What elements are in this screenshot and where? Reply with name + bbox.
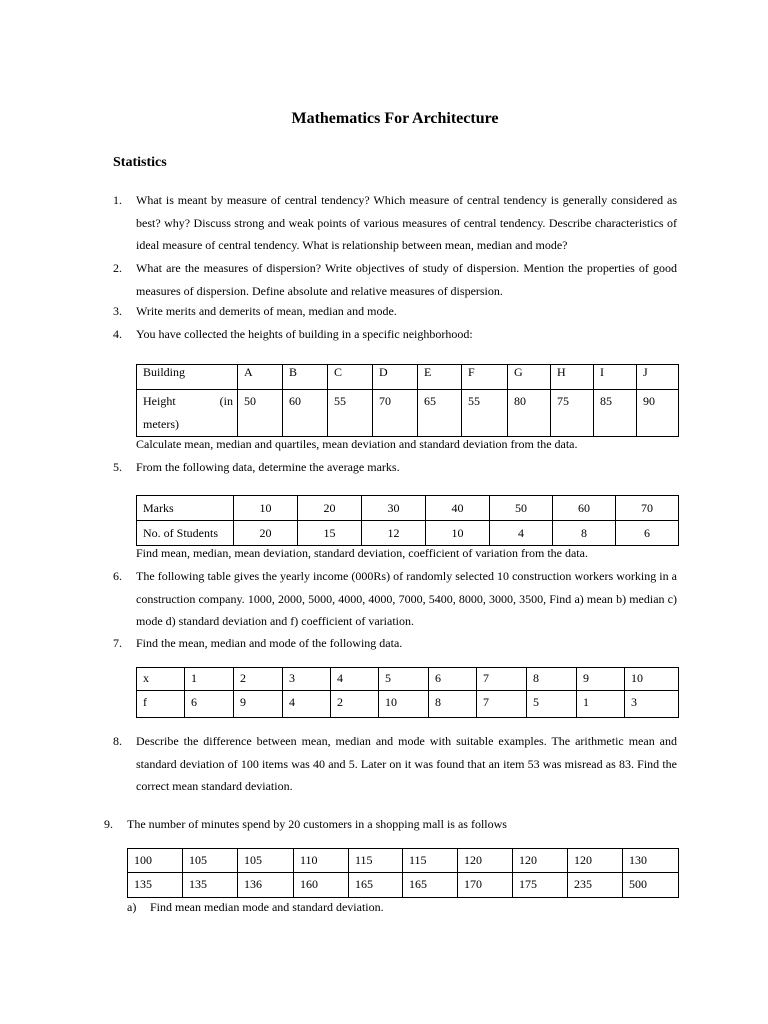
table-cell: G [508, 365, 551, 390]
table-cell: No. of Students [137, 521, 234, 546]
table-cell: 5 [379, 668, 429, 691]
table-cell: 5 [527, 691, 577, 718]
table-cell: 170 [458, 873, 513, 898]
table-cell: 165 [349, 873, 403, 898]
table-cell: 1 [185, 668, 234, 691]
q2-text: What are the measures of dispersion? Write objectives of study of dispersion. Mention the properties of good measures of dispersion. Define absolute and relative measures of dispersion. [136, 261, 677, 298]
table-cell: 12 [362, 521, 426, 546]
table-cell: Building [137, 365, 238, 390]
table-row [137, 365, 679, 390]
q7-text: Find the mean, median and mode of the following data. [136, 636, 403, 650]
table-cell: 90 [637, 390, 679, 437]
table-cell: 10 [379, 691, 429, 718]
table-cell: 105 [183, 849, 238, 873]
frequency-table [136, 667, 679, 718]
q9-text: The number of minutes spend by 20 customers in a shopping mall is as follows [127, 817, 507, 831]
table-cell: 70 [616, 496, 679, 521]
table-row [137, 496, 679, 521]
table-cell: 50 [238, 390, 283, 437]
q5-number: 5. [113, 460, 122, 474]
table-cell: 55 [328, 390, 373, 437]
table-cell: 6 [185, 691, 234, 718]
table-row [137, 390, 679, 437]
table-cell: 10 [234, 496, 298, 521]
table-cell: 100 [128, 849, 183, 873]
table-cell: 500 [623, 873, 679, 898]
table-cell: 135 [128, 873, 183, 898]
table-cell: 6 [616, 521, 679, 546]
table-cell: 120 [568, 849, 623, 873]
q9-number: 9. [104, 817, 113, 831]
table-cell: f [137, 691, 185, 718]
table-cell: 7 [477, 691, 527, 718]
table-cell: 15 [298, 521, 362, 546]
table-cell: 65 [418, 390, 462, 437]
table-cell: 80 [508, 390, 551, 437]
table-cell: 20 [298, 496, 362, 521]
table-cell: 136 [238, 873, 294, 898]
q4-text: You have collected the heights of building in a specific neighborhood: [136, 327, 473, 341]
table-cell: F [462, 365, 508, 390]
table-cell: J [637, 365, 679, 390]
height-unit-label: (in [219, 394, 233, 408]
q1-number: 1. [113, 193, 122, 207]
q4-number: 4. [113, 327, 122, 341]
table-cell: 55 [462, 390, 508, 437]
table-cell: 4 [283, 691, 331, 718]
table-cell: Marks [137, 496, 234, 521]
table-row [128, 849, 679, 873]
table-cell: 8 [527, 668, 577, 691]
height-label: Height [143, 394, 176, 408]
table-cell: 120 [458, 849, 513, 873]
table-cell: 160 [294, 873, 349, 898]
buildings-table [136, 364, 679, 437]
q9a-label: a) [127, 900, 137, 914]
q7-number: 7. [113, 636, 122, 650]
table-cell: B [283, 365, 328, 390]
height-unit-label: meters) [143, 417, 179, 431]
page-title: Mathematics For Architecture [291, 110, 499, 127]
table-cell: 20 [234, 521, 298, 546]
table-cell: 110 [294, 849, 349, 873]
table-cell: 40 [426, 496, 490, 521]
section-heading: Statistics [113, 155, 167, 170]
table-cell: 1 [577, 691, 625, 718]
table-cell: 75 [551, 390, 594, 437]
table-cell: 8 [429, 691, 477, 718]
q8-number: 8. [113, 734, 122, 748]
table-cell: I [594, 365, 637, 390]
table-cell: 10 [625, 668, 679, 691]
table-row [128, 873, 679, 898]
table-cell: H [551, 365, 594, 390]
table-cell: A [238, 365, 283, 390]
q2-number: 2. [113, 261, 122, 275]
table-cell: 60 [283, 390, 328, 437]
table-cell: 70 [373, 390, 418, 437]
table-cell: 85 [594, 390, 637, 437]
table-cell: 175 [513, 873, 568, 898]
q1-text: What is meant by measure of central tendency? Which measure of central tendency is generally considered as best? why? Discuss strong and weak points of various measures of central tendency. Describe characteristics of ideal measure of central tendency. What is relationship between mean, median and mode? [136, 193, 677, 252]
table-cell: 9 [577, 668, 625, 691]
table-cell: 10 [426, 521, 490, 546]
table-cell: 165 [403, 873, 458, 898]
table-cell: 130 [623, 849, 679, 873]
table-row [137, 691, 679, 718]
q3-number: 3. [113, 304, 122, 318]
q5-instruction: Find mean, median, mean deviation, standard deviation, coefficient of variation from the data. [136, 546, 588, 560]
table-cell: 30 [362, 496, 426, 521]
q6-text: The following table gives the yearly income (000Rs) of randomly selected 10 construction workers working in a construction company. 1000, 2000, 5000, 4000, 4000, 7000, 5400, 8000, 3000, 3500, Find a) mean b) median c) mode d) standard deviation and f) coefficient of variation. [136, 569, 677, 628]
minutes-table [127, 848, 679, 898]
table-cell: E [418, 365, 462, 390]
table-cell: 2 [234, 668, 283, 691]
table-cell: 120 [513, 849, 568, 873]
q3-text: Write merits and demerits of mean, median and mode. [136, 304, 397, 318]
table-cell: 60 [553, 496, 616, 521]
table-cell: 2 [331, 691, 379, 718]
table-cell: 105 [238, 849, 294, 873]
table-cell: 115 [403, 849, 458, 873]
table-cell [137, 390, 238, 437]
table-cell: D [373, 365, 418, 390]
table-cell: x [137, 668, 185, 691]
q9a-text: Find mean median mode and standard deviation. [150, 900, 384, 914]
table-cell: 4 [331, 668, 379, 691]
table-row [137, 668, 679, 691]
q8-text: Describe the difference between mean, median and mode with suitable examples. The arithmetic mean and standard deviation of 100 items was 40 and 5. Later on it was found that an item 53 was misread as 83. Find the correct mean standard deviation. [136, 734, 677, 793]
table-cell: 4 [490, 521, 553, 546]
table-cell: 9 [234, 691, 283, 718]
q5-text: From the following data, determine the average marks. [136, 460, 400, 474]
table-cell: C [328, 365, 373, 390]
table-cell: 50 [490, 496, 553, 521]
table-cell: 115 [349, 849, 403, 873]
table-cell: 7 [477, 668, 527, 691]
table-cell: 135 [183, 873, 238, 898]
marks-table [136, 495, 679, 546]
table-cell: 3 [625, 691, 679, 718]
table-cell: 6 [429, 668, 477, 691]
table-cell: 3 [283, 668, 331, 691]
q6-number: 6. [113, 569, 122, 583]
table-cell: 8 [553, 521, 616, 546]
table-cell: 235 [568, 873, 623, 898]
q4-instruction: Calculate mean, median and quartiles, mean deviation and standard deviation from the data. [136, 437, 578, 451]
